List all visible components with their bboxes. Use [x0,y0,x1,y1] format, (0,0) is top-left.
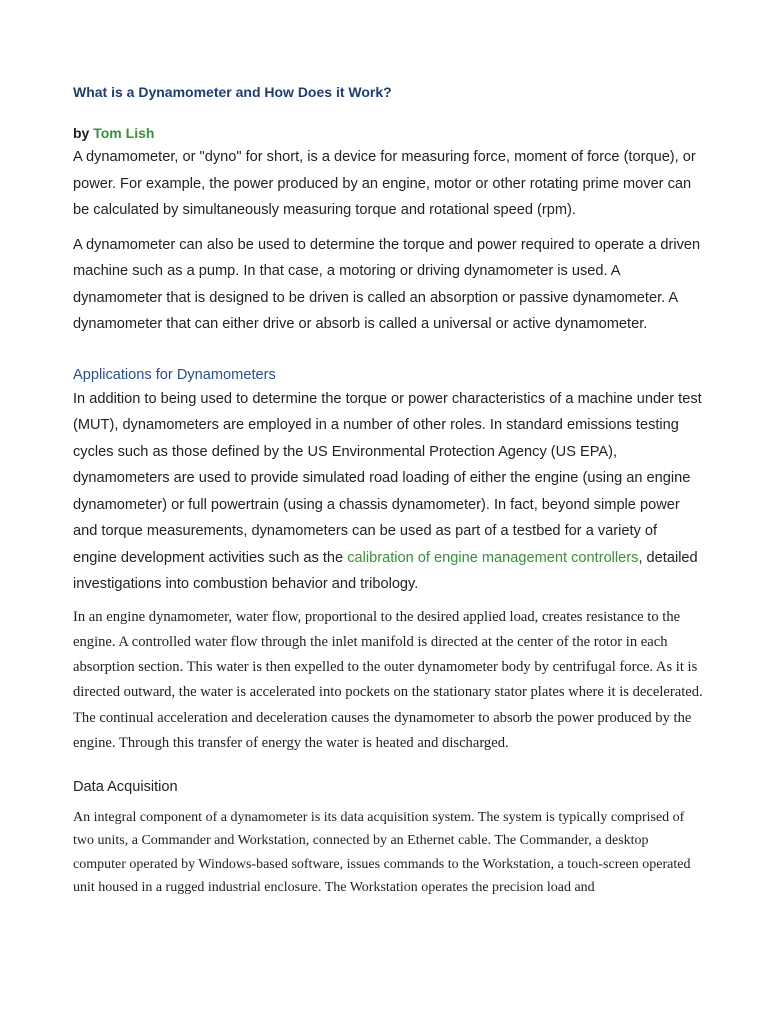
article-title: What is a Dynamometer and How Does it Work? [73,84,392,100]
article-body [73,82,703,899]
section-heading-applications: Applications for Dynamometers [73,366,276,383]
paragraph-intro: A dynamometer, or "dyno" for short, is a device for measuring force, moment of force (torque), or power. For example, the power produced by an engine, motor or other rotating prime mover can be calculated by simultaneously measuring torque and rotational speed (rpm). [73,149,696,218]
paragraph-data-acquisition: An integral component of a dynamometer is its data acquisition system. The system is typically comprised of two units, a Commander and Workstation, connected by an Ethernet cable. The Commander, a desktop computer operated by Windows-based software, issues commands to the Workstation, a touch-screen operated unit housed in a rugged industrial enclosure. The Workstation operates the precision load and [73,810,691,895]
author-link[interactable]: Tom Lish [93,125,155,141]
paragraph-driven-machines: A dynamometer can also be used to determine the torque and power required to operate a driven machine such as a pump. In that case, a motoring or driving dynamometer is used. A dynamometer that is designed to be driven is called an absorption or passive dynamometer. A dynamometer that can either drive or absorb is called a universal or active dynamometer. [73,236,701,332]
section-heading-data-acquisition: Data Acquisition [73,779,178,796]
paragraph-applications-tail: , detailed investigations into combustion behavior and tribology. [73,549,698,592]
calibration-link[interactable]: calibration of engine management controllers [347,549,639,566]
paragraph-applications-text: In addition to being used to determine the torque or power characteristics of a machine under test (MUT), dynamometers are employed in a number of other roles. In standard emissions testing cycles such as those defined by the US Environmental Protection Agency (US EPA), dynamometers are used to provide simulated road loading of either the engine (using an engine dynamometer) or full powertrain (using a chassis dynamometer). In fact, beyond simple power and torque measurements, dynamometers can be used as part of a testbed for a variety of engine development activities such as the [73,390,702,566]
paragraph-applications [73,386,703,598]
paragraph-water-flow: In an engine dynamometer, water flow, proportional to the desired applied load, creates resistance to the engine. A controlled water flow through the inlet manifold is directed at the center of the rotor in each absorption section. This water is then expelled to the outer dynamometer body by centrifugal force. As it is directed outward, the water is accelerated into pockets on the stationary stator plates where it is decelerated. The continual acceleration and deceleration causes the dynamometer to absorb the power produced by the engine. Through this transfer of energy the water is heated and discharged. [73,608,703,751]
byline [73,123,703,143]
by-label: by [73,125,94,141]
